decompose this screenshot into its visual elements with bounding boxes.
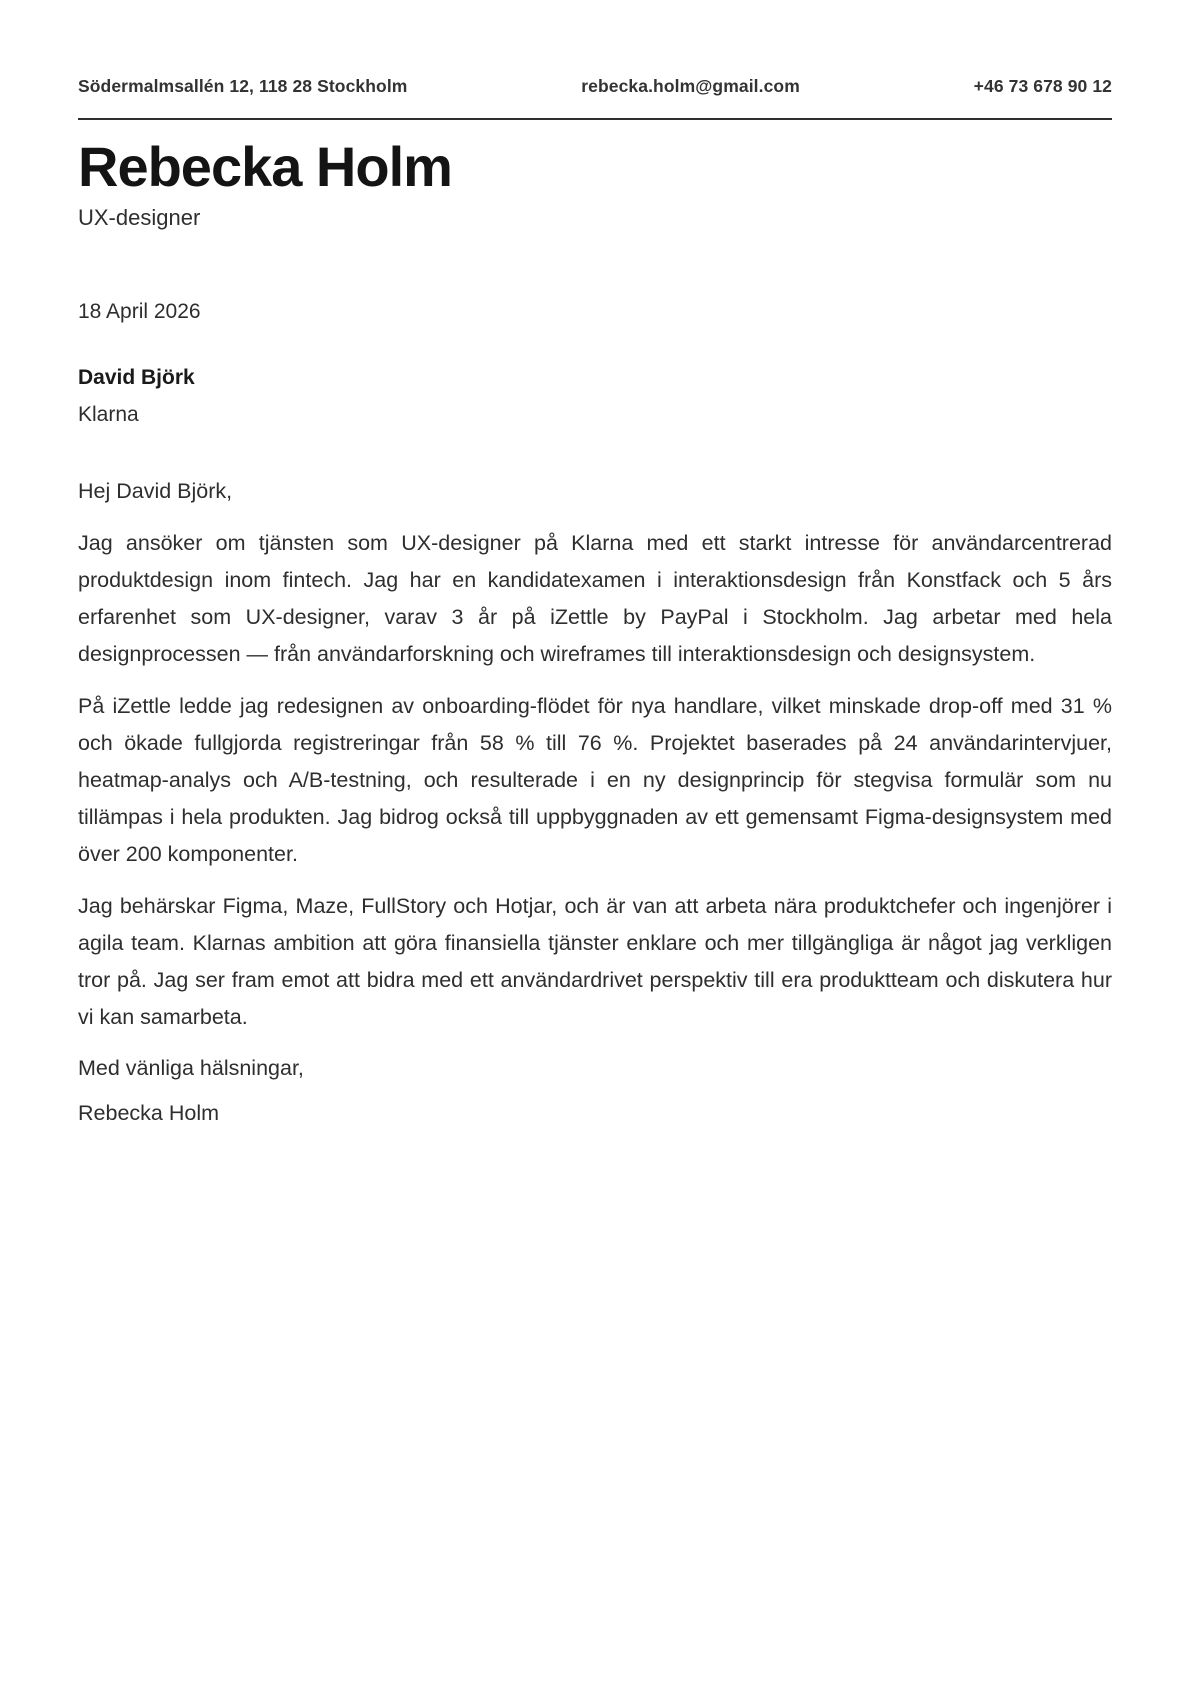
contact-phone: +46 73 678 90 12 xyxy=(973,76,1112,96)
paragraph-1: Jag ansöker om tjänsten som UX-designer på Klarna med ett starkt intresse för användarcentrerad produktdesign inom fintech. Jag har en kandidatexamen i interaktionsdesign från Konstfack och 5 års erfarenhet som UX-designer, varav 3 år på iZettle by PayPal i Stockholm. Jag arbetar med hela designprocessen — från användarforskning och wireframes till interaktionsdesign och designsystem. xyxy=(78,530,1112,666)
contact-row xyxy=(78,0,1112,120)
applicant-name: Rebecka Holm xyxy=(78,135,452,198)
greeting: Hej David Björk, xyxy=(78,478,233,503)
recipient-block xyxy=(78,359,1112,433)
paragraph-2: På iZettle ledde jag redesignen av onboarding-flödet för nya handlare, vilket minskade drop-off med 31 % och ökade fullgjorda registreringar från 58 % till 76 %. Projektet baserades på 24 användarintervjuer, heatmap-analys och A/B-testning, och resulterade i en ny designprincip för stegvisa formulär som nu tillämpas i hela produkten. Jag bidrog också till uppbyggnaden av ett gemensamt Figma-designsystem med över 200 komponenter. xyxy=(78,693,1112,866)
signature-name: Rebecka Holm xyxy=(78,1100,219,1125)
recipient-company: Klarna xyxy=(78,402,139,426)
contact-email: rebecka.holm@gmail.com xyxy=(581,76,800,96)
contact-address: Södermalmsallén 12, 118 28 Stockholm xyxy=(78,76,408,96)
applicant-role: UX-designer xyxy=(78,204,201,230)
letter-body xyxy=(78,297,1112,1132)
letter-date: 18 April 2026 xyxy=(78,299,201,323)
letter-header xyxy=(78,0,1112,231)
paragraph-3: Jag behärskar Figma, Maze, FullStory och Hotjar, och är van att arbeta nära produktchefer och ingenjörer i agila team. Klarnas ambition att göra finansiella tjänster enklare och mer tillgängliga är något jag verkligen tror på. Jag ser fram emot att bidra med ett användardrivet perspektiv till era produktteam och diskutera hur vi kan samarbeta. xyxy=(78,893,1112,1029)
recipient-name: David Björk xyxy=(78,365,195,389)
closing: Med vänliga hälsningar, xyxy=(78,1055,304,1080)
